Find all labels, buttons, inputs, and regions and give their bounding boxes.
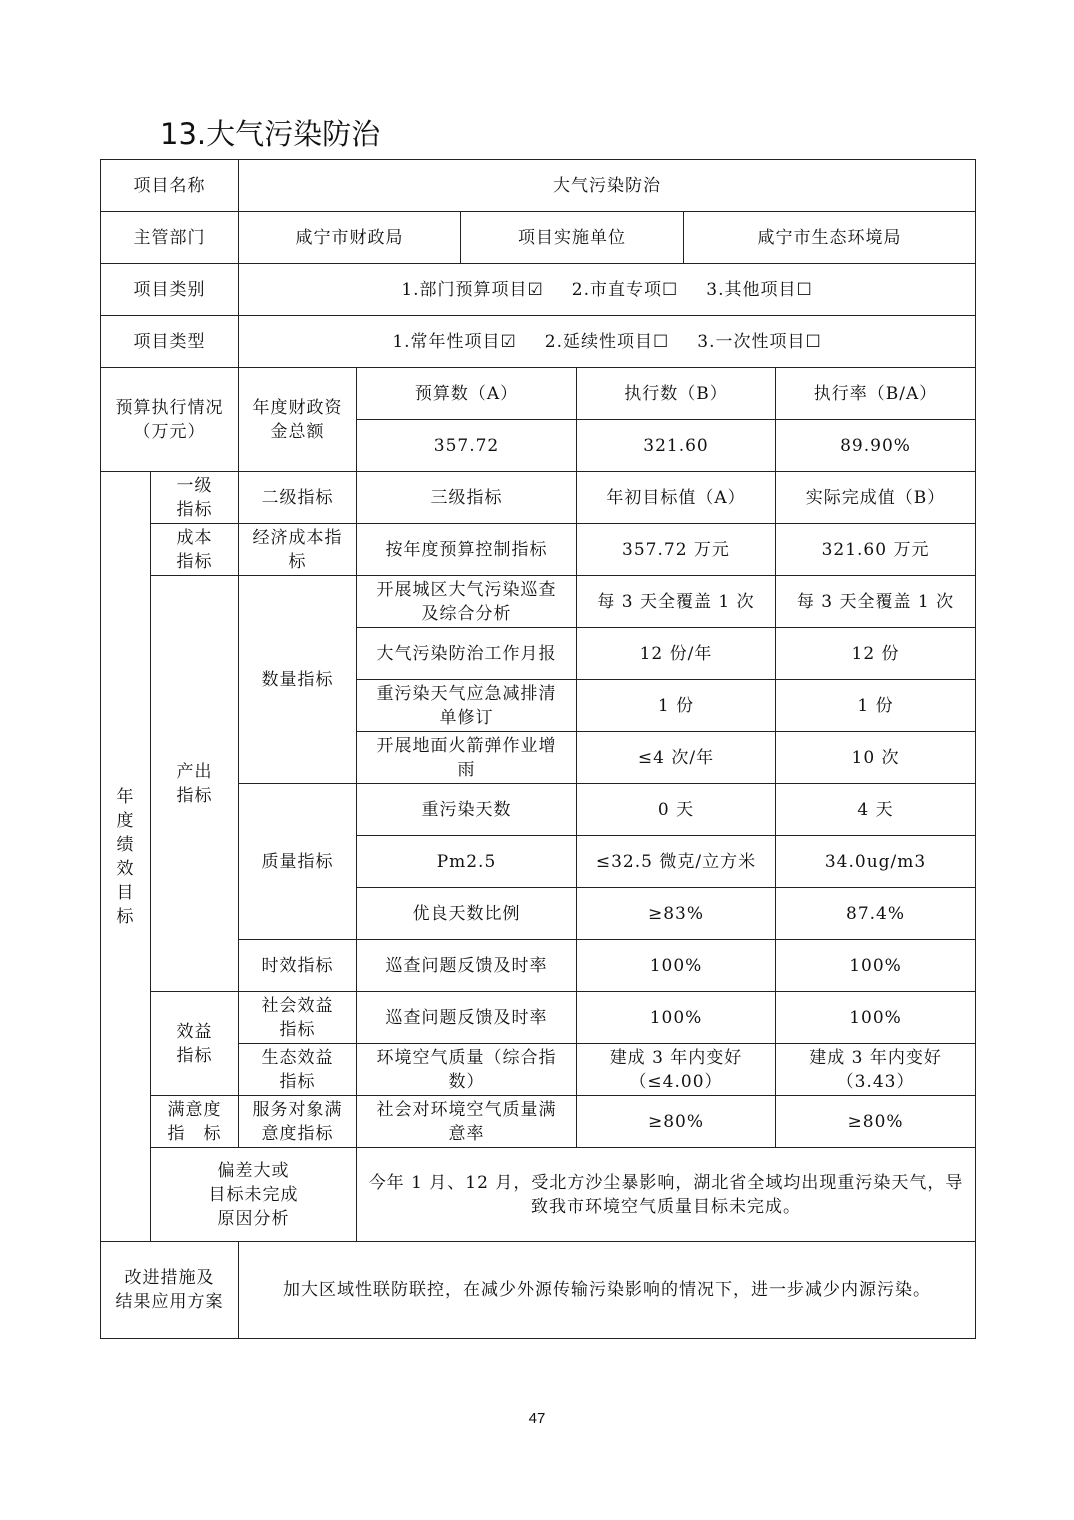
fund-total-label: 年度财政资 金总额 (239, 368, 357, 472)
level1-header: 一级 指标 (151, 472, 239, 524)
category-options (239, 264, 976, 316)
type-option: 3.一次性项目☐ (697, 331, 822, 352)
cost-target: 357.72 万元 (577, 524, 776, 576)
project-name-value: 大气污染防治 (239, 160, 976, 212)
timeliness-indicator-label: 时效指标 (239, 940, 357, 992)
satisfaction-indicator-label: 满意度 指 标 (151, 1096, 239, 1148)
indicator-actual: 4 天 (776, 784, 976, 836)
benefit-indicator-label: 效益 指标 (151, 992, 239, 1096)
level3-header: 三级指标 (357, 472, 577, 524)
budget-b-value: 321.60 (577, 420, 776, 472)
type-option: 1.常年性项目☑ (392, 331, 517, 352)
indicator-actual: 87.4% (776, 888, 976, 940)
level2-header: 二级指标 (239, 472, 357, 524)
indicator-name: 优良天数比例 (357, 888, 577, 940)
cost-indicator-label: 成本 指标 (151, 524, 239, 576)
deviation-text: 今年 1 月、12 月，受北方沙尘暴影响，湖北省全域均出现重污染天气，导致我市环境空气质量目标未完成。 (357, 1148, 976, 1242)
indicator-name: 巡查问题反馈及时率 (357, 992, 577, 1044)
indicator-target: 每 3 天全覆盖 1 次 (577, 576, 776, 628)
type-label: 项目类型 (101, 316, 239, 368)
indicator-actual: 每 3 天全覆盖 1 次 (776, 576, 976, 628)
quantity-indicator-label: 数量指标 (239, 576, 357, 784)
indicator-name: 开展城区大气污染巡查 及综合分析 (357, 576, 577, 628)
category-option: 3.其他项目☐ (706, 279, 813, 300)
indicator-actual: 34.0ug/m3 (776, 836, 976, 888)
indicator-target: 0 天 (577, 784, 776, 836)
indicator-actual: 10 次 (776, 732, 976, 784)
indicator-name: Pm2.5 (357, 836, 577, 888)
cost-l3: 按年度预算控制指标 (357, 524, 577, 576)
impl-label: 项目实施单位 (461, 212, 684, 264)
performance-table (100, 159, 976, 1339)
quality-indicator-label: 质量指标 (239, 784, 357, 940)
indicator-actual: 100% (776, 940, 976, 992)
project-name-label: 项目名称 (101, 160, 239, 212)
budget-label: 预算执行情况 （万元） (101, 368, 239, 472)
indicator-target: 100% (577, 940, 776, 992)
indicator-target: 12 份/年 (577, 628, 776, 680)
indicator-actual: 建成 3 年内变好 （3.43） (776, 1044, 976, 1096)
deviation-label: 偏差大或 目标未完成 原因分析 (151, 1148, 357, 1242)
budget-rate-label: 执行率（B/A） (776, 368, 976, 420)
eco-benefit-label: 生态效益 指标 (239, 1044, 357, 1096)
actual-header: 实际完成值（B） (776, 472, 976, 524)
category-label: 项目类别 (101, 264, 239, 316)
indicator-target: 1 份 (577, 680, 776, 732)
indicator-name: 开展地面火箭弹作业增 雨 (357, 732, 577, 784)
indicator-name: 大气污染防治工作月报 (357, 628, 577, 680)
budget-a-value: 357.72 (357, 420, 577, 472)
cost-actual: 321.60 万元 (776, 524, 976, 576)
indicator-actual: ≥80% (776, 1096, 976, 1148)
dept-label: 主管部门 (101, 212, 239, 264)
indicator-target: 100% (577, 992, 776, 1044)
indicator-name: 环境空气质量（综合指 数） (357, 1044, 577, 1096)
indicator-target: ≤4 次/年 (577, 732, 776, 784)
economic-cost-label: 经济成本指 标 (239, 524, 357, 576)
budget-a-label: 预算数（A） (357, 368, 577, 420)
category-option: 1.部门预算项目☑ (401, 279, 544, 300)
improvement-text: 加大区域性联防联控，在减少外源传输污染影响的情况下，进一步减少内源污染。 (239, 1242, 976, 1339)
service-satisfaction-label: 服务对象满 意度指标 (239, 1096, 357, 1148)
category-option: 2.市直专项☐ (571, 279, 679, 300)
indicator-actual: 12 份 (776, 628, 976, 680)
indicator-actual: 1 份 (776, 680, 976, 732)
type-options (239, 316, 976, 368)
improvement-label: 改进措施及 结果应用方案 (101, 1242, 239, 1339)
indicator-name: 重污染天数 (357, 784, 577, 836)
target-header: 年初目标值（A） (577, 472, 776, 524)
budget-b-label: 执行数（B） (577, 368, 776, 420)
indicator-name: 巡查问题反馈及时率 (357, 940, 577, 992)
indicator-target: ≥83% (577, 888, 776, 940)
indicator-name: 重污染天气应急减排清 单修订 (357, 680, 577, 732)
social-benefit-label: 社会效益 指标 (239, 992, 357, 1044)
budget-rate-value: 89.90% (776, 420, 976, 472)
impl-value: 咸宁市生态环境局 (684, 212, 976, 264)
indicator-actual: 100% (776, 992, 976, 1044)
type-option: 2.延续性项目☐ (544, 331, 670, 352)
indicator-target: ≤32.5 微克/立方米 (577, 836, 776, 888)
page-number: 47 (528, 1410, 546, 1427)
output-indicator-label: 产出 指标 (151, 576, 239, 992)
dept-value: 咸宁市财政局 (239, 212, 461, 264)
annual-goals-label: 年 度 绩 效 目 标 (101, 472, 151, 1242)
indicator-target: 建成 3 年内变好 （≤4.00） (577, 1044, 776, 1096)
indicator-name: 社会对环境空气质量满 意率 (357, 1096, 577, 1148)
indicator-target: ≥80% (577, 1096, 776, 1148)
page-title: 13.大气污染防治 (160, 117, 381, 151)
